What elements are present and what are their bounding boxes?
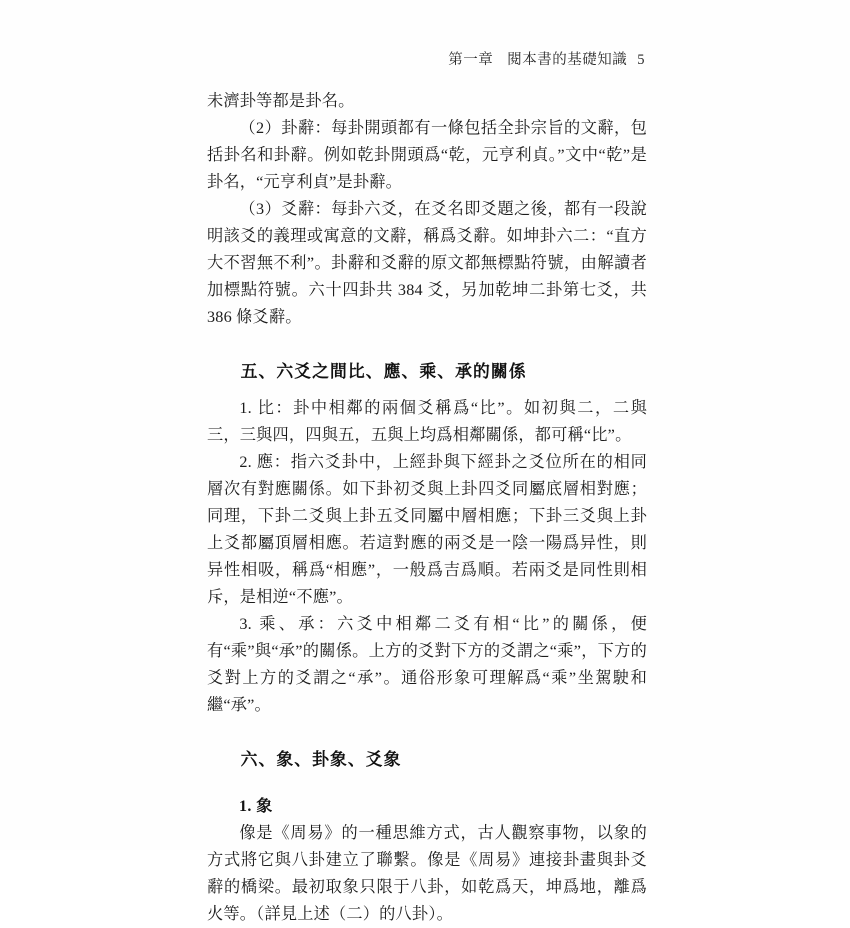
- list-item-cheng-chengs: 3. 乘、承：六爻中相鄰二爻有相“比”的關係，便有“乘”與“承”的關係。上方的爻對下方的爻謂之“乘”，下方的爻對上方的爻謂之“承”。通俗形象可理解爲“乘”坐駕駛和繼“承”。: [207, 615, 647, 714]
- paragraph-xiang-explanation: 像是《周易》的一種思維方式，古人觀察事物，以象的方式將它與八卦建立了聯繫。像是《周易》連接卦畫與卦爻辭的橋梁。最初取象只限于八卦，如乾爲天，坤爲地，離爲火等。（詳見上述（二）的八卦）。: [207, 824, 647, 923]
- spacer-after-heading-six: [207, 773, 647, 793]
- list-item-ying: 2. 應：指六爻卦中，上經卦與下經卦之爻位所在的相同層次有對應關係。如下卦初爻與上卦四爻同屬底層相對應；同理，下卦二爻與上卦五爻同屬中層相應；下卦三爻與上卦上爻都屬頂層相應。若這對應的兩爻是一陰一陽爲异性，則异性相吸，稱爲“相應”，一般爲吉爲順。若兩爻是同性則相斥，是相逆“不應”。: [207, 453, 647, 606]
- heading-section-six: 六、象、卦象、爻象: [240, 750, 402, 769]
- subheading-xiang: 1. 象: [239, 798, 273, 815]
- heading-section-five: 五、六爻之間比、應、乘、承的關係: [240, 362, 527, 381]
- running-head: [207, 48, 645, 69]
- spacer-after-heading-five: [207, 385, 647, 395]
- page-number: 5: [637, 52, 645, 68]
- running-head-chapter: 第一章: [448, 52, 494, 68]
- running-head-title: 閱本書的基礎知識: [507, 52, 628, 68]
- paragraph-unfinished-hexagram-names: 未濟卦等都是卦名。: [207, 92, 355, 110]
- paragraph-guaci-definition: （2）卦辭：每卦開頭都有一條包括全卦宗旨的文辭，包括卦名和卦辭。例如乾卦開頭爲“乾，元亨利貞。”文中“乾”是卦名，“元亨利貞”是卦辭。: [207, 119, 647, 191]
- text-column: [207, 88, 647, 928]
- list-item-bi: 1. 比：卦中相鄰的兩個爻稱爲“比”。如初與二，二與三，三與四，四與五，五與上均爲相鄰關係，都可稱“比”。: [207, 399, 647, 444]
- spacer-before-heading-five: [207, 331, 647, 358]
- paragraph-yaoci-definition: （3）爻辭：每卦六爻，在爻名即爻題之後，都有一段說明該爻的義理或寓意的文辭，稱爲爻辭。如坤卦六二：“直方大不習無不利”。卦辭和爻辭的原文都無標點符號，由解讀者加標點符號。六十四卦共 384 爻，另加乾坤二卦第七爻，共 386 條爻辭。: [207, 200, 647, 326]
- spacer-before-heading-six: [207, 719, 647, 746]
